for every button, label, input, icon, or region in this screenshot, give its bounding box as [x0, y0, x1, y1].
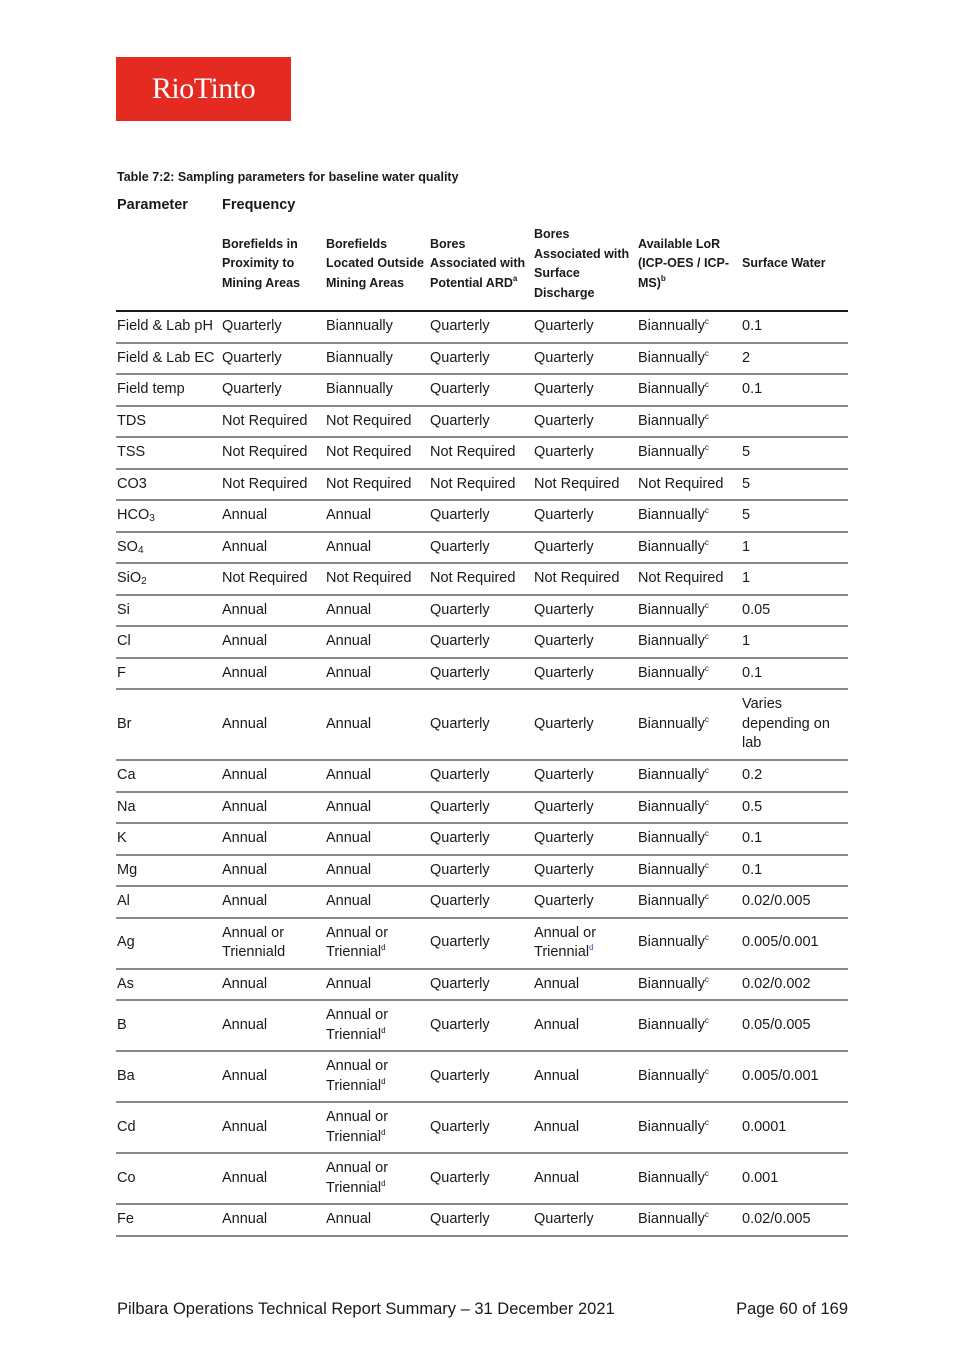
parameter-cell: Ag [116, 918, 221, 969]
lor-cell: Biannually$^c$ [637, 1204, 741, 1236]
lor-cell: Biannually$^c$ [637, 969, 741, 1001]
parameter-cell: Na [116, 792, 221, 824]
outside-cell: Annual [325, 500, 429, 532]
surface-water-cell: 0.005/0.001 [741, 918, 848, 969]
surface-water-cell: 0.1 [741, 311, 848, 343]
discharge-cell: Quarterly [533, 855, 637, 887]
surface-water-cell: 0.05 [741, 595, 848, 627]
lor-cell: Biannually$^c$ [637, 1153, 741, 1204]
table-row [116, 532, 848, 564]
lor-cell: Biannually$^c$ [637, 1102, 741, 1153]
outside-cell: Not Required [325, 437, 429, 469]
table-row [116, 658, 848, 690]
lor-cell: Biannually$^c$ [637, 626, 741, 658]
lor-cell: Biannually$^c$ [637, 1051, 741, 1102]
proximity-cell: Annual [221, 500, 325, 532]
table-row [116, 343, 848, 375]
proximity-cell: Annual [221, 658, 325, 690]
surface-water-cell: 0.1 [741, 855, 848, 887]
proximity-cell: Annual [221, 760, 325, 792]
outside-cell: Annual or Triennial$^d$ [325, 918, 429, 969]
table-caption: Table 7:2: Sampling parameters for baseline water quality [117, 170, 459, 184]
header-available-lor: Available LoR (ICP-OES / ICP-MS)$^b$ [637, 218, 741, 311]
parameter-cell: TSS [116, 437, 221, 469]
ard-cell: Quarterly [429, 792, 533, 824]
ard-cell: Not Required [429, 469, 533, 501]
ard-cell: Quarterly [429, 969, 533, 1001]
table-body [116, 311, 848, 1236]
proximity-cell: Annual [221, 1051, 325, 1102]
outside-cell: Annual [325, 658, 429, 690]
parameter-cell: Co [116, 1153, 221, 1204]
surface-water-cell: 0.1 [741, 823, 848, 855]
surface-water-cell: 0.1 [741, 658, 848, 690]
discharge-cell: Annual or Triennial$^d$ [533, 918, 637, 969]
outside-cell: Annual [325, 886, 429, 918]
table-row [116, 1000, 848, 1051]
table-row [116, 1102, 848, 1153]
lor-cell: Biannually$^c$ [637, 343, 741, 375]
surface-water-cell: 0.05/0.005 [741, 1000, 848, 1051]
parameter-cell: SiO$_2$ [116, 563, 221, 595]
table-row [116, 823, 848, 855]
parameter-cell: Br [116, 689, 221, 760]
proximity-cell: Quarterly [221, 343, 325, 375]
outside-cell: Annual [325, 626, 429, 658]
lor-cell: Biannually$^c$ [637, 792, 741, 824]
lor-cell: Biannually$^c$ [637, 855, 741, 887]
discharge-cell: Quarterly [533, 689, 637, 760]
surface-water-cell: Varies depending on lab [741, 689, 848, 760]
table-row [116, 1204, 848, 1236]
surface-water-cell: 1 [741, 532, 848, 564]
outside-cell: Annual [325, 792, 429, 824]
lor-cell: Biannually$^c$ [637, 658, 741, 690]
discharge-cell: Annual [533, 1153, 637, 1204]
lor-cell: Biannually$^c$ [637, 886, 741, 918]
proximity-cell: Annual [221, 1000, 325, 1051]
parameter-cell: F [116, 658, 221, 690]
parameter-cell: Field temp [116, 374, 221, 406]
lor-cell: Biannually$^c$ [637, 595, 741, 627]
header-row-top [116, 195, 848, 218]
ard-cell: Quarterly [429, 658, 533, 690]
ard-cell: Quarterly [429, 595, 533, 627]
surface-water-cell: 2 [741, 343, 848, 375]
discharge-cell: Quarterly [533, 886, 637, 918]
proximity-cell: Annual [221, 823, 325, 855]
header-borefields-outside: Borefields Located Outside Mining Areas [325, 218, 429, 311]
discharge-cell: Not Required [533, 563, 637, 595]
lor-cell: Not Required [637, 469, 741, 501]
parameter-cell: Cd [116, 1102, 221, 1153]
discharge-cell: Quarterly [533, 1204, 637, 1236]
discharge-cell: Quarterly [533, 343, 637, 375]
discharge-cell: Quarterly [533, 658, 637, 690]
proximity-cell: Annual [221, 689, 325, 760]
lor-cell: Biannually$^c$ [637, 823, 741, 855]
parameter-cell: Field & Lab EC [116, 343, 221, 375]
discharge-cell: Quarterly [533, 406, 637, 438]
parameter-cell: Field & Lab pH [116, 311, 221, 343]
outside-cell: Annual [325, 855, 429, 887]
ard-cell: Not Required [429, 563, 533, 595]
table-row [116, 374, 848, 406]
ard-cell: Quarterly [429, 1153, 533, 1204]
ard-cell: Quarterly [429, 406, 533, 438]
proximity-cell: Not Required [221, 469, 325, 501]
surface-water-cell: 0.02/0.005 [741, 1204, 848, 1236]
proximity-cell: Annual [221, 1204, 325, 1236]
parameter-cell: CO3 [116, 469, 221, 501]
discharge-cell: Quarterly [533, 500, 637, 532]
ard-cell: Not Required [429, 437, 533, 469]
table-row [116, 886, 848, 918]
surface-water-cell: 0.005/0.001 [741, 1051, 848, 1102]
table-row [116, 689, 848, 760]
surface-water-cell: 0.02/0.002 [741, 969, 848, 1001]
outside-cell: Annual [325, 969, 429, 1001]
ard-cell: Quarterly [429, 343, 533, 375]
table-row [116, 855, 848, 887]
outside-cell: Annual [325, 823, 429, 855]
lor-cell: Biannually$^c$ [637, 374, 741, 406]
header-parameter: Parameter [117, 197, 188, 213]
table-row [116, 1153, 848, 1204]
sampling-parameters-table [116, 195, 848, 1237]
header-blank [116, 218, 221, 311]
proximity-cell: Annual [221, 1153, 325, 1204]
ard-cell: Quarterly [429, 855, 533, 887]
proximity-cell: Annual [221, 969, 325, 1001]
proximity-cell: Not Required [221, 563, 325, 595]
rio-tinto-logo [116, 57, 291, 121]
discharge-cell: Not Required [533, 469, 637, 501]
outside-cell: Annual or Triennial$^d$ [325, 1102, 429, 1153]
outside-cell: Annual [325, 595, 429, 627]
surface-water-cell: 0.2 [741, 760, 848, 792]
table-row [116, 437, 848, 469]
proximity-cell: Annual [221, 626, 325, 658]
surface-water-cell: 1 [741, 563, 848, 595]
parameter-cell: Ca [116, 760, 221, 792]
lor-cell: Biannually$^c$ [637, 760, 741, 792]
surface-water-cell: 5 [741, 469, 848, 501]
ard-cell: Quarterly [429, 532, 533, 564]
surface-water-cell: 0.02/0.005 [741, 886, 848, 918]
lor-cell: Biannually$^c$ [637, 532, 741, 564]
surface-water-cell: 0.1 [741, 374, 848, 406]
proximity-cell: Annual [221, 532, 325, 564]
discharge-cell: Quarterly [533, 311, 637, 343]
parameter-cell: $SO_4$ [116, 532, 221, 564]
ard-cell: Quarterly [429, 760, 533, 792]
parameter-cell: Ba [116, 1051, 221, 1102]
discharge-cell: Annual [533, 1000, 637, 1051]
ard-cell: Quarterly [429, 918, 533, 969]
parameter-cell: Al [116, 886, 221, 918]
parameter-cell: Cl [116, 626, 221, 658]
ard-cell: Quarterly [429, 626, 533, 658]
surface-water-cell: 0.5 [741, 792, 848, 824]
proximity-cell: Quarterly [221, 374, 325, 406]
parameter-cell: As [116, 969, 221, 1001]
header-row-columns [116, 218, 848, 311]
lor-cell: Biannually$^c$ [637, 500, 741, 532]
proximity-cell: Not Required [221, 406, 325, 438]
proximity-cell: Annual [221, 855, 325, 887]
parameter-cell: $HCO_3$ [116, 500, 221, 532]
discharge-cell: Annual [533, 969, 637, 1001]
discharge-cell: Quarterly [533, 532, 637, 564]
discharge-cell: Quarterly [533, 595, 637, 627]
ard-cell: Quarterly [429, 1102, 533, 1153]
ard-cell: Quarterly [429, 823, 533, 855]
outside-cell: Not Required [325, 469, 429, 501]
table-row [116, 918, 848, 969]
sampling-table-wrapper [116, 195, 848, 1237]
header-bores-ard: Bores Associated with Potential ARD$^a$ [429, 218, 533, 311]
parameter-cell: Mg [116, 855, 221, 887]
surface-water-cell [741, 406, 848, 438]
outside-cell: Annual or Triennial$^d$ [325, 1153, 429, 1204]
outside-cell: Annual or Triennial$^d$ [325, 1000, 429, 1051]
header-borefields-proximity: Borefields in Proximity to Mining Areas [221, 218, 325, 311]
outside-cell: Annual [325, 760, 429, 792]
parameter-cell: Fe [116, 1204, 221, 1236]
header-frequency: Frequency [222, 197, 296, 213]
discharge-cell: Quarterly [533, 437, 637, 469]
table-row [116, 595, 848, 627]
footer-page-number: Page 60 of 169 [736, 1300, 848, 1318]
ard-cell: Quarterly [429, 1000, 533, 1051]
outside-cell: Biannually [325, 311, 429, 343]
lor-cell: Biannually$^c$ [637, 1000, 741, 1051]
proximity-cell: Annual [221, 792, 325, 824]
outside-cell: Biannually [325, 343, 429, 375]
table-row [116, 760, 848, 792]
table-row [116, 563, 848, 595]
parameter-cell: TDS [116, 406, 221, 438]
parameter-cell: K [116, 823, 221, 855]
logo-text: RioTinto [151, 72, 256, 105]
lor-cell: Biannually$^c$ [637, 311, 741, 343]
discharge-cell: Quarterly [533, 823, 637, 855]
table-row [116, 500, 848, 532]
ard-cell: Quarterly [429, 374, 533, 406]
ard-cell: Quarterly [429, 311, 533, 343]
proximity-cell: Not Required [221, 437, 325, 469]
table-row [116, 469, 848, 501]
lor-cell: Biannually$^c$ [637, 918, 741, 969]
table-row [116, 1051, 848, 1102]
ard-cell: Quarterly [429, 1204, 533, 1236]
proximity-cell: Quarterly [221, 311, 325, 343]
discharge-cell: Quarterly [533, 760, 637, 792]
lor-cell: Biannually$^c$ [637, 437, 741, 469]
lor-cell: Not Required [637, 563, 741, 595]
table-row [116, 311, 848, 343]
lor-cell: Biannually$^c$ [637, 406, 741, 438]
ard-cell: Quarterly [429, 689, 533, 760]
proximity-cell: Annual [221, 1102, 325, 1153]
outside-cell: Not Required [325, 406, 429, 438]
surface-water-cell: 0.001 [741, 1153, 848, 1204]
header-surface-water: Surface Water [741, 218, 848, 311]
ard-cell: Quarterly [429, 1051, 533, 1102]
discharge-cell: Annual [533, 1051, 637, 1102]
outside-cell: Biannually [325, 374, 429, 406]
parameter-cell: B [116, 1000, 221, 1051]
discharge-cell: Quarterly [533, 626, 637, 658]
outside-cell: Annual [325, 1204, 429, 1236]
discharge-cell: Quarterly [533, 792, 637, 824]
table-row [116, 969, 848, 1001]
table-row [116, 406, 848, 438]
surface-water-cell: 5 [741, 437, 848, 469]
parameter-cell: Si [116, 595, 221, 627]
proximity-cell: Annual or Trienniald [221, 918, 325, 969]
lor-cell: Biannually$^c$ [637, 689, 741, 760]
discharge-cell: Annual [533, 1102, 637, 1153]
table-row [116, 792, 848, 824]
surface-water-cell: 0.0001 [741, 1102, 848, 1153]
outside-cell: Not Required [325, 563, 429, 595]
surface-water-cell: 1 [741, 626, 848, 658]
outside-cell: Annual or Triennial$^d$ [325, 1051, 429, 1102]
footer-report-title: Pilbara Operations Technical Report Summary – 31 December 2021 [117, 1300, 615, 1318]
discharge-cell: Quarterly [533, 374, 637, 406]
outside-cell: Annual [325, 532, 429, 564]
proximity-cell: Annual [221, 886, 325, 918]
outside-cell: Annual [325, 689, 429, 760]
table-row [116, 626, 848, 658]
header-bores-discharge: Bores Associated with Surface Discharge [533, 218, 637, 311]
ard-cell: Quarterly [429, 500, 533, 532]
surface-water-cell: 5 [741, 500, 848, 532]
proximity-cell: Annual [221, 595, 325, 627]
ard-cell: Quarterly [429, 886, 533, 918]
